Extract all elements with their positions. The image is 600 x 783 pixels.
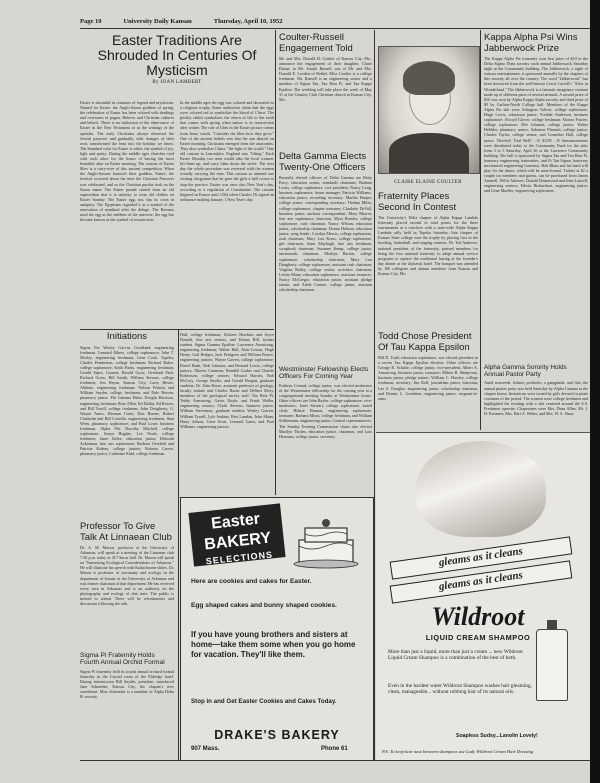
professor-text: Dr. A. M. Mason, professor at the University of Arkansas, will speak at a meeting of the Linnaean club 7:30 p.m. today at 417 Snow hall. Dr. Mason will speak on "Interesting Ecological Considerations of Arkansas." He will illustrate his speech with Kodachrome slides. Dr. Mason is professor of taxonomy and ecology in the department of botany at the University of Arkansas and was former chairman of that department. He has received every area in Arkansas and is an authority on the phytography and ecology of that state. The public is invited to attend. There will be refreshments and discussion following the talk. [80, 545, 174, 607]
bakery-logo [188, 503, 285, 566]
shampoo-ps: P.S. To keep hair neat between shampoos use Lady Wildroot Cream Hair Dressing [382, 749, 534, 754]
easter-col-2 [180, 100, 274, 328]
bakery-name: DRAKE'S BAKERY [214, 728, 340, 742]
easter-col-1 [80, 100, 174, 328]
initiations-text: Sigma Nu: Wesley Garvin, Goodland; engineering freshman. Lennard Albers, college sophomore; John T. Morley, engineering freshman; Gene Cook, Topeka; Charles Pemberton, college freshman; Richard Baker, college sophomore; Keith Parks, engineering freshman; Gerald Sipes, Garnett; Harold Crow, Overland Park; Richard Gross, Bill Smith, William Stewart, college freshmen; Jim Bryan, Kansas City; Larry Hester, Abilene, engineering freshman; Nelson Perkins and William Snyder, college freshmen; and Dale Bowen, pharmacy junior. Phi Gamma Delta: Dwight Harrison, engineering freshman; Ross Allen, Ed Dallas, Ed Rosser, and Bill Terrill, college freshmen; John Dougherty, G. Wayne Ames, Herman Gates, Don Hunter, Robert Chisholm and Bill Costello, engineering freshmen; Stan Wren, pharmacy sophomore; and Paul Lowe, business freshman. Alpha Phi: Dorothy Mitchell, college sophomore; Sonya Hughes, Lee Neale, college freshmen; Janet Jaffee, education junior; Deborah Ackerman, fine arts sophomore; Barbara Overholt and Patricia Kidney, college juniors; Roberta Carver, pharmacy junior; Catherine Kidd, college freshman. [80, 344, 174, 457]
coulter-headline: Coulter-Russell Engagement Told [279, 33, 353, 54]
easter-headline: Easter Traditions Are Shrouded In Centuries Of Mysticism [97, 33, 257, 78]
page-number: Page 10 [80, 17, 102, 25]
bakery-line-1: Here are cookies and cakes for Easter. [191, 578, 312, 585]
portrait-photo [378, 46, 480, 174]
westminster-headline: Westminster Fellowship Elects Officers For Coming Year [279, 366, 369, 381]
shampoo-advertisement [376, 432, 590, 761]
hall-text: Hall, college freshman; Dolores Hawkins and Joyce Donald, fine arts seniors, and Donna Hill, former student. Sigma Gamma Epsilon: Lawrence Armstrong, engineering freshman; Walter Hall, Alan Cowan, Hugh Henry, Gail Hedges, Jack Pettigrew and William Pearce, engineering juniors; Wayne Garrett, college sophomore; Darrel Bush, Neal Johnson; and Bernard Lewis, college juniors; Marvin Cameron, Randall Graber and Charles Robertson, college seniors; Edward Harries, Bob McCray, George Snyder, and Gerald Brogan, graduate students; Dr. John Reese, assistant professor of geology, faculty initiate and Charles Burns and Delbert Mory, members of the geological survey staff. Tau Beta Pi: Teddy Armstrong, Gavin Doyle, and Frank Waller, engineering seniors; Clyde Stevens, business junior; William Stevenson, graduate student; Wesley Garrett, William Tyrrell, Lyle Jenkins, Bert Lamkin, John Mann, Harry Jobson, Gene Scott, Leonard Gates, and Paul Williams, engineering juniors. [180, 332, 274, 429]
photo-hair [403, 61, 455, 95]
kappa-headline: Kappa Alpha Psi Wins Jabberwock Prize [484, 33, 578, 54]
shampoo-banner-2: gleams as it cleans [390, 560, 573, 603]
professor-article [80, 522, 174, 650]
coulter-text: Mr. and Mrs. Donald H. Coulter of Kansas City, Mo., announce the engagement of their daughter, Claire Elaine, to Mr. Joseph Russell, son of Mr. and Mrs. Donald E. Loeden of Bethel. Miss Coulter is a college freshman. Mr. Russell is an engineering senior and a member of Sigma Tau, Tau Beta Pi, and Tau Kappa Epsilon. The wedding will take place the week of May 31 at the Country Club Christian church in Kansas City, Mo. [279, 56, 372, 102]
fraternity-article [378, 192, 478, 330]
bakery-line-3: If you have young brothers and sisters at home—take them some when you go home for vacation. They'll like them. [191, 630, 356, 659]
alpha-gamma-text: Amid seaweeds, fishnet, portholes, a gangplank, and fish, the annual pirates party was held Saturday by Alpha Gamma at the chapter house. Invitations were issued by girls dressed in pirate costumes of the period. The women were college freshmen and highlighted the evening with a skit centered around the S.S. Freshmen operette. Chaperones were Mrs. Dean Allen, Mr. J. H. Kreamer, Mrs. Bert A. Weber, and Mrs. W. S. Shaw. [484, 380, 588, 416]
fraternity-headline: Fraternity Places Second In Contest [378, 192, 457, 213]
column-divider [178, 330, 179, 760]
paper-name: University Daily Kansan [123, 17, 192, 25]
bakery-logo-line2: SELECTIONS [205, 549, 274, 567]
westminster-text: Kathryn Conrad, college junior, was elected moderator of the Westminster fellowship for the coming year at a congregational meeting Sunday at Westminster house. Other officers are John Bayler, college sophomore, vice-moderator; Janet Stewart, college sophomore, stated clerk; Hilarie Hanson, engineering sophomore, treasurer; Barbara Moon, college freshman, and William Schliemann, engineering junior, Council representatives. The Sunday Evening Commission chairs also elected Marilyn Tholen, education junior, chairman, and Lois Herrman, college junior, secretary. [279, 382, 372, 439]
scan-edge [590, 0, 600, 783]
kappa-text: The Kappa Alpha Psi fraternity won first prize of $10 in the Delta Sigma Theta sorority sixth annual Jabberwock Saturday night at the Community building. The Jabberwock, a night of various entertainment, is sponsored annually by the chapters of this sorority all over the country. The word "Jabberwock" has been borrowed from the well-known Lewis Carroll's "Alice in Wonderland." The Jabberwock is a fantastic imaginary creature made up of different parts of several animals. A second prize of $10 was won by Alpha Kappa Alpha sorority and third prize of $5 by Carlton-North College hall. Members of the Kappa Alpha Psi skit were Arlington Toliver, college sophomore; Hugh Lewis, education junior; Freddie Anderson, business sophomore; Alvoyd Glover, college freshman; Alonzo Frazier, college sophomore; Dee Johnson, college junior; Walter Hebbler, pharmacy senior; Salomon Flenault, college junior; Charles Taylor, college senior; and Cornelius Hall, college junior. 'Drafted'; Trial Bell? ...N AGIN ...N Announcements were distributed today to the Community Fund for the skits from 3 to 5 Saturday, April 26 at the Lawrence Community building. The ball is sponsored by Sigma Tau and Tau Beta Pi, honorary engineering fraternities, and Pi Tau Sigma, honorary mechanical engineering fraternity. Bob Bluin and his band will play for the dance, which will be semi-formal. Tickets at $2 a couple for members and guests, can be purchased from James Ammell, Willis Atheorn, Donald Drummond and John Luttrell, engineering seniors; Edwin Richardson, engineering junior; and Gene Mueller, engineering sophomore. [484, 56, 588, 194]
shampoo-slogan: Soapless Sudsy...Lanolin Lovely! [456, 733, 538, 739]
column-divider [374, 30, 375, 760]
alpha-gamma-article [484, 364, 588, 430]
todd-text: Bill D. Todd, education sophomore, was elected president in a recent Tau Kappa Epsilon election. Other officers are George R. Schulte, college junior, vice-president; Albert A. Armstrong, business junior, treasurer; Milton R. Shanyvary, business junior, pledge trainer; William C. Hawley, college freshman, secretary; Jim Kell, journalism junior, historian; Lee S. Douglas, engineering junior, scholarship chairman, and Dennis L. Greenhoe, engineering junior, sergeant-at-arms. [378, 355, 478, 401]
westminster-article [279, 366, 372, 494]
shampoo-brand: Wildroot [431, 602, 525, 631]
bakery-phone: Phone 61 [321, 746, 348, 752]
masthead [80, 16, 590, 26]
initiations-headline: Initiations [106, 332, 148, 342]
shampoo-text-1: More than just a liquid, more than just a cream ... new Wildroot Liquid Cream Shampoo is a combination of the best of both. [388, 649, 523, 662]
fraternity-text: The University's Delta chapter of Alpha Kappa Lambda fraternity placed second in total points for the three tournaments at a conclave with a state-wide Alpha Kappa Lambda rally held in Topeka Saturday. Iota chapter of Kansas State college won the trophy by placing first in the bowling, basketball, and singing contests. Dr. Ted Andrews, national president of the fraternity, praised members for being the first national fraternity to adopt annual service programs to replace the traditional hazing at the founder's day dinner at the Jayhawk hotel. The banquet was attended by 160 collegiate and alumni members from Kansas and Kansas City, Mo. [378, 215, 478, 277]
issue-date: Thursday, April 10, 1952 [213, 17, 283, 25]
photo-shoulders [389, 133, 469, 173]
sigma-pi-article [80, 652, 174, 760]
delta-gamma-headline: Delta Gamma Elects Twenty-One Officers [279, 152, 367, 173]
initiations-article [80, 332, 174, 520]
woman-portrait-image [416, 441, 546, 537]
column-divider [480, 30, 481, 430]
coulter-article [279, 33, 372, 151]
section-rule [80, 329, 274, 330]
sigma-pi-text: Sigma Pi fraternity held its fourth annual orchard formal Saturday in the Crystal room of the Eldridge hotel. During intermission Bill Snyder, president, introduced Jane Schneider, Kansas City, the chapter's new sweetheart. Miss Schneider is a member of Alpha Delta Pi sorority. [80, 668, 174, 700]
shampoo-banner-1: gleams as it cleans [390, 536, 573, 579]
column-divider [275, 30, 276, 495]
easter-byline: By JOAN LAMBERT [152, 80, 202, 85]
kappa-alpha-psi-article [484, 33, 588, 363]
delta-gamma-text: Recently elected officers of Delta Gamma are Betty Parry, education senior, standards chairman; Barbara Lewis, college sophomore, vice president; Nancy Craig, business sophomore, house manager; Patricia Williams, education junior, recording secretary. Martha Harper, college senior, corresponding secretary; Thelma Miles, college sophomore, chapter treasurer; Charlotte DeVall, business junior, anchora correspondent; Mary Bhaver, fine arts sophomore, historian; Myra Buesler, college sophomore, rush chairman. Nancy Wilson, education junior, scholarship chairman; Donna Hobson, education junior, song leader; Carolyn Morris, college sophomore, rush chairman; Mary Lou Kress, college sophomore, gift chairman; Anne Mayhugh, fine arts freshman, scrapbook chairman. Suzanne Kemp, college junior, intramurals chairman; Marilyn Barton, college sophomore, scholarship chairman; Mary Lou Dougherty, college sophomore, assistant rush chairman; Virginia Bailey, college senior, activities chairman; Letitia Mann, education sophomore, assistant treasurer; Nancy McGregor, education junior, assistant pledge trainer, and Adele Conner, college junior, assistant scholarship chairman. [279, 175, 372, 293]
masthead-rule [80, 28, 590, 29]
shampoo-bottle-icon [536, 629, 568, 701]
easter-text-1: Easter is shrouded in centuries of legend and mysticism. Named for Eastre, the Anglo-Saxon goddess of spring, the celebration of Easter has been colored with shadings and overtones of pagan, Hebrew and Christian cultures and beliefs. There is no indication of the observance of Easter in the New Testament or in the writings of the apostles. The early Christians always observed the Jewish passover and gradually, with changes of their own, transformed the feast into the holiday we know. The Standard color for Easter is white, the symbol of joy, light and purity. During the middle ages churches vied with each other for the honor of having the most beautiful altar on Easter morning. The custom of Easter lilies is a carry-over of this ancient competition. When the Anglo-Saxons honored their goddess, Eastre, the festival occurred about the time the Christian Passover was celebrated, and so the Christian pascha took on the Saxon name. The Easter parade started from an old superstition that it is unlucky to wear old clothes on Easter Sunday. The Easter egg, too, has its roots in antiquity. The Egyptians regarded it as a symbol of the renovation of mankind after the deluge. The Romans used the egg as the emblem of the universe, the egg has become known as the symbol of resurrection. [80, 100, 174, 223]
bakery-advertisement [180, 497, 374, 761]
bakery-line-2: Egg shaped cakes and bunny shaped cookies. [191, 602, 337, 609]
todd-headline: Todd Chose President Of Tau Kappa Epsilon [378, 332, 472, 353]
bakery-line-4: Stop in and Get Easter Cookies and Cakes Today. [191, 698, 337, 705]
easter-article-head [80, 33, 274, 88]
photo-caption: CLAIRE ELAINE COULTER [394, 180, 462, 185]
professor-headline: Professor To Give Talk At Linnaean Club [80, 522, 172, 543]
shampoo-product: LIQUID CREAM SHAMPOO [425, 633, 531, 642]
todd-article [378, 332, 478, 430]
bakery-address: 907 Mass. [191, 746, 220, 752]
alpha-gamma-headline: Alpha Gamma Sorority Holds Annual Pastor Party [484, 364, 567, 379]
bottom-rule [80, 760, 590, 761]
cake-illustration-icon [291, 510, 361, 570]
sigma-pi-headline: Sigma Pi Fraternity Holds Fourth Annual Orchid Formal [80, 652, 165, 667]
bakery-logo-line1: Easter BAKERY [203, 510, 272, 554]
shampoo-text-2: Even in the hardest water Wildroot Shampoo washes hair gleaming, clean, manageable... without robbing hair of its natural oils. [388, 683, 532, 696]
delta-gamma-article [279, 152, 372, 364]
easter-text-2: In the middle ages the egg was colored and decorated as a religious trophy. Some authorities claim that the eggs were colored red to symbolize the blood of Christ. The prickly rabbit symbolizes the return of life to the earth that comes with spring when nature is in resurrection after winter. The role of lilies in the Easter picture comes from Jesus' words, "Consider the lilies how they grow." One of the ancient beliefs was that the sun danced on Easter morning. Christians emerged from the catacombs. They also symbolize Christ, "the light of the world." One old custom in Lancashire, England was "lifting." Each Easter Monday two men would take the local women, lift them up, and carry them down the street. The next day the whole procedure was reversed with the women actually carrying the men. This custom so amused one visiting clergyman that he gave the girls a half crown to stop the practice. Easter was once also New Year's day, according to a regulation of Constantine. The custom lingered in France until 1564 when Charles IX signed an ordinance making January 1 New Year's day. [180, 100, 274, 202]
initiations-continued [180, 332, 274, 494]
